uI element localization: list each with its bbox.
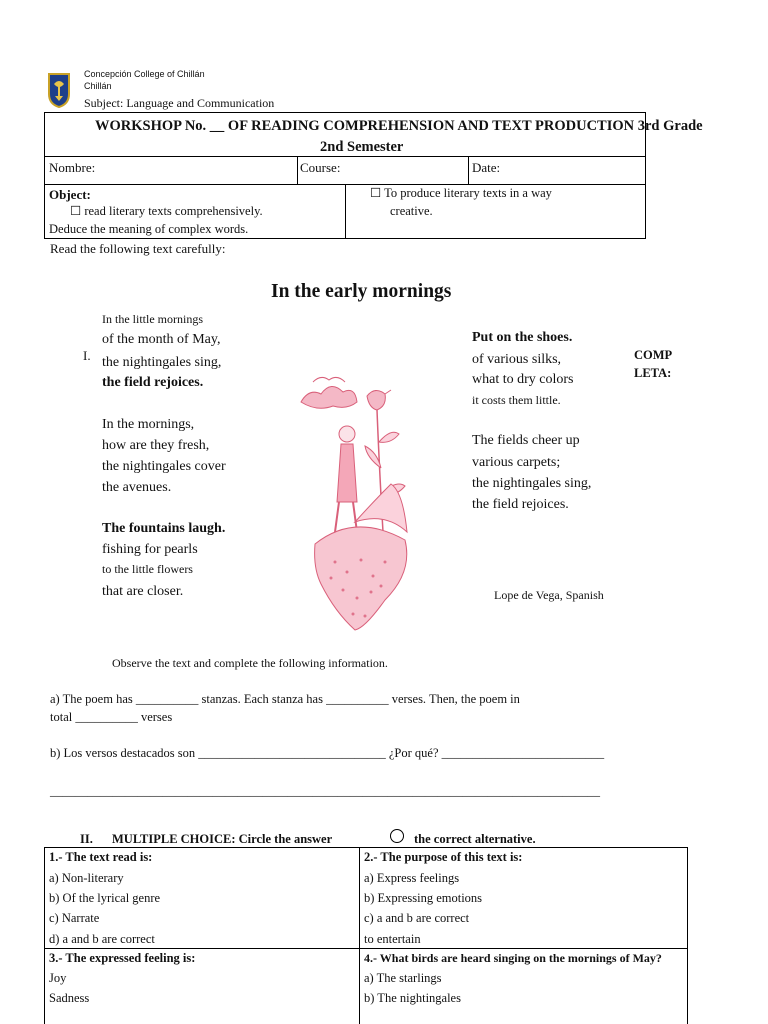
poem-line: it costs them little.	[472, 393, 561, 407]
q1-option[interactable]: d) a and b are correct	[49, 932, 155, 946]
poem-line: the nightingales sing,	[472, 476, 592, 491]
poem-illustration	[295, 372, 417, 634]
course-field[interactable]: Course:	[300, 160, 341, 175]
objective-2: Deduce the meaning of complex words.	[49, 222, 249, 236]
poem-line: the field rejoices.	[472, 497, 569, 512]
question-a-line1[interactable]: a) The poem has __________ stanzas. Each stanza has __________ verses. Then, the poem in	[50, 692, 520, 706]
poem-line: of the month of May,	[102, 332, 221, 347]
q2-option[interactable]: b) Expressing emotions	[364, 891, 483, 905]
q4-option[interactable]: a) The starlings	[364, 971, 442, 985]
poem-line: of various silks,	[472, 352, 562, 367]
q4-option[interactable]: b) The nightingales	[364, 991, 461, 1005]
complete-note-2: LETA:	[634, 366, 672, 380]
box-icon: ☐	[70, 204, 82, 218]
poem-line: Put on the shoes.	[472, 330, 573, 345]
poem-line: In the mornings,	[102, 417, 195, 432]
box-icon: ☐	[370, 186, 382, 200]
read-instruction: Read the following text carefully:	[50, 241, 226, 256]
mc-heading-end: the correct alternative.	[414, 832, 536, 846]
question-b[interactable]: b) Los versos destacados son ______________________________ ¿Por qué? __________________________	[50, 746, 605, 760]
school-city: Chillán	[84, 81, 112, 91]
q2-option[interactable]: c) a and b are correct	[364, 911, 470, 925]
poem-author: Lope de Vega, Spanish	[494, 588, 604, 602]
poem-line: the field rejoices.	[102, 375, 204, 390]
circle-icon	[390, 829, 404, 843]
workshop-title: WORKSHOP No. __ OF READING COMPREHENSION AND TEXT PRODUCTION 3rd Grade	[95, 118, 703, 134]
objective-3-cont: creative.	[390, 204, 433, 218]
answer-blank-line[interactable]: ________________________________________________________________________________________	[50, 784, 600, 798]
q3-option[interactable]: Sadness	[49, 991, 90, 1005]
school-name: Concepción College of Chillán	[84, 69, 205, 79]
q1-option[interactable]: b) Of the lyrical genre	[49, 891, 161, 905]
q1-option[interactable]: c) Narrate	[49, 911, 100, 925]
mc-heading: MULTIPLE CHOICE: Circle the answer	[112, 832, 333, 846]
section-number: I.	[83, 348, 91, 363]
observe-instruction: Observe the text and complete the following information.	[112, 656, 388, 670]
q3-title: 3.- The expressed feeling is:	[49, 951, 196, 965]
q2-option[interactable]: a) Express feelings	[364, 871, 460, 885]
mc-heading-number: II.	[80, 832, 93, 846]
q1-option[interactable]: a) Non-literary	[49, 871, 124, 885]
poem-line: that are closer.	[102, 584, 184, 599]
semester-label: 2nd Semester	[320, 139, 404, 155]
question-a-line2[interactable]: total __________ verses	[50, 710, 173, 724]
q1-title: 1.- The text read is:	[49, 850, 153, 864]
poem-line: fishing for pearls	[102, 542, 198, 557]
q3-option[interactable]: Joy	[49, 971, 67, 985]
poem-title: In the early mornings	[271, 281, 452, 302]
poem-line: In the little mornings	[102, 312, 203, 326]
poem-line: the nightingales cover	[102, 459, 226, 474]
poem-line: The fields cheer up	[472, 433, 580, 448]
poem-line: the avenues.	[102, 480, 172, 495]
object-label: Object:	[49, 187, 91, 202]
q2-title: 2.- The purpose of this text is:	[364, 850, 523, 864]
q4-title: 4.- What birds are heard singing on the mornings of May?	[364, 951, 662, 965]
school-logo	[47, 72, 71, 108]
q2-option[interactable]: to entertain	[364, 932, 421, 946]
poem-line: various carpets;	[472, 455, 561, 470]
objective-3: ☐ To produce literary texts in a way	[370, 186, 552, 200]
date-field[interactable]: Date:	[472, 160, 501, 175]
poem-line: what to dry colors	[472, 372, 574, 387]
objective-1: ☐ read literary texts comprehensively.	[70, 204, 263, 218]
poem-line: to the little flowers	[102, 562, 193, 576]
name-field[interactable]: Nombre:	[49, 160, 96, 175]
poem-line: how are they fresh,	[102, 438, 210, 453]
complete-note-1: COMP	[634, 348, 673, 362]
poem-line: the nightingales sing,	[102, 355, 222, 370]
poem-line: The fountains laugh.	[102, 521, 226, 536]
subject-label: Subject: Language and Communication	[84, 96, 275, 110]
